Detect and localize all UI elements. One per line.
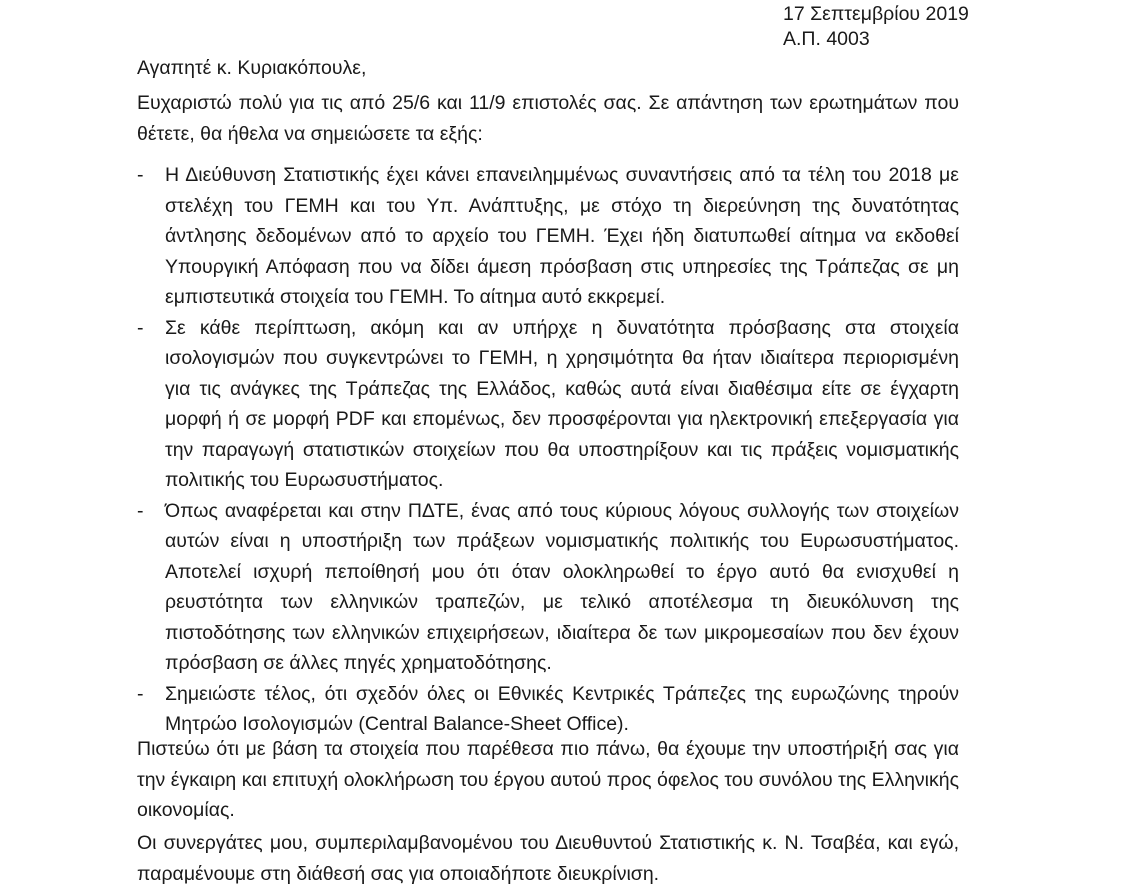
points-list [137, 160, 959, 740]
salutation: Αγαπητέ κ. Κυριακόπουλε, [137, 57, 367, 79]
list-item [137, 160, 959, 313]
list-item-text: Όπως αναφέρεται και στην ΠΔΤΕ, ένας από τους κύριους λόγους συλλογής των στοιχείων αυτών είναι η υποστήριξη των πράξεων νομισματικής πολιτικής του Ευρωσυστήματος. Αποτελεί ισχυρή πεποίθησή μου ότι όταν ολοκληρωθεί το έργο αυτό θα ενισχυθεί η ρευστότητα των ελληνικών τραπεζών, με τελικό αποτέλεσμα τη διευκόλυνση της πιστοδότησης των ελληνικών επιχειρήσεων, ιδιαίτερα δε των μικρομεσαίων που δεν έχουν πρόσβαση σε άλλες πηγές χρηματοδότησης. [165, 499, 959, 674]
belief-paragraph: Πιστεύω ότι με βάση τα στοιχεία που παρέθεσα πιο πάνω, θα έχουμε την υποστήριξή σας για την έγκαιρη και επιτυχή ολοκλήρωση του έργου αυτού προς όφελος του συνόλου της Ελληνικής οικονομίας. [137, 738, 959, 821]
list-item [137, 496, 959, 679]
bullet-dash: - [137, 164, 144, 186]
list-item-text: Σημειώστε τέλος, ότι σχεδόν όλες οι Εθνικές Κεντρικές Τράπεζες της ευρωζώνης τηρούν Μητρώο Ισολογισμών (Central Balance-Sheet Office). [165, 682, 959, 735]
letter-date: 17 Σεπτεμβρίου 2019 [783, 3, 969, 25]
list-item [137, 679, 959, 740]
letter-header [783, 2, 969, 52]
intro-paragraph: Ευχαριστώ πολύ για τις από 25/6 και 11/9 επιστολές σας. Σε απάντηση των ερωτημάτων που θέτετε, θα ήθελα να σημειώσετε τα εξής: [137, 92, 959, 145]
reference-number: Α.Π. 4003 [783, 28, 870, 50]
bullet-dash: - [137, 316, 144, 339]
list-item-text: Σε κάθε περίπτωση, ακόμη και αν υπήρχε η δυνατότητα πρόσβασης στα στοιχεία ισολογισμών που συγκεντρώνει το ΓΕΜΗ, η χρησιμότητα θα ήταν ιδιαίτερα περιορισμένη για τις ανάγκες της Τράπεζας της Ελλάδος, καθώς αυτά είναι διαθέσιμα είτε σε έγχαρτη μορφή ή σε μορφή PDF και επομένως, δεν προσφέρονται για ηλεκτρονική επεξεργασία για την παραγωγή στατιστικών στοιχείων που θα υποστηρίξουν και τις πράξεις νομισματικής πολιτικής του Ευρωσυστήματος. [165, 316, 959, 491]
bullet-dash: - [137, 499, 144, 522]
partners-paragraph: Οι συνεργάτες μου, συμπεριλαμβανομένου του Διευθυντού Στατιστικής κ. Ν. Τσαβέα, και εγώ, παραμένουμε στη διάθεσή σας για οποιαδήποτε διευκρίνιση. [137, 832, 959, 885]
list-item [137, 313, 959, 496]
bullet-dash: - [137, 682, 144, 705]
list-item-text: Η Διεύθυνση Στατιστικής έχει κάνει επανειλημμένως συναντήσεις από τα τέλη του 2018 με στελέχη του ΓΕΜΗ και του Υπ. Ανάπτυξης, με στόχο τη διερεύνηση της δυνατότητας άντλησης δεδομένων από το αρχείο του ΓΕΜΗ. Έχει ήδη διατυπωθεί αίτημα να εκδοθεί Υπουργική Απόφαση που να δίδει άμεση πρόσβαση στις υπηρεσίες της Τράπεζας σε μη εμπιστευτικά στοιχεία του ΓΕΜΗ. Το αίτημα αυτό εκκρεμεί. [165, 164, 959, 308]
